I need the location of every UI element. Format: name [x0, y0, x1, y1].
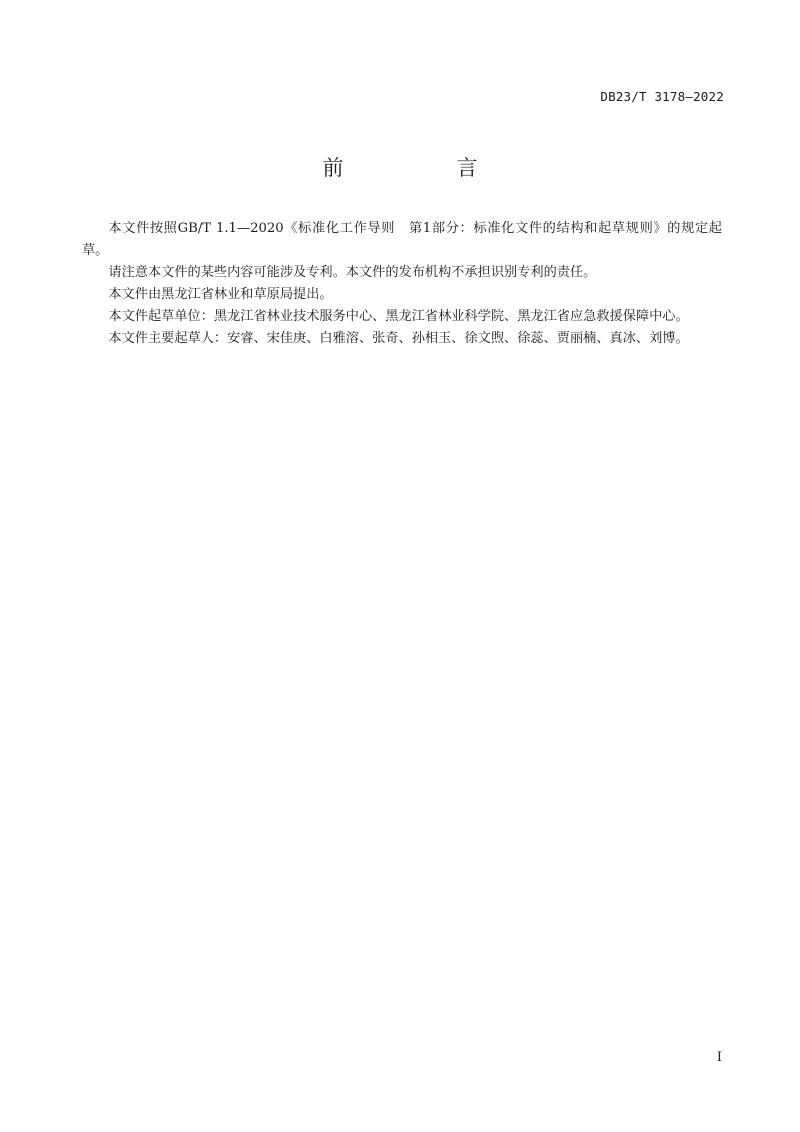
foreword-body: [82, 218, 722, 350]
standard-code: DB23/T 3178—2022: [600, 89, 724, 104]
paragraph-patent-notice: 请注意本文件的某些内容可能涉及专利。本文件的发布机构不承担识别专利的责任。: [108, 265, 597, 280]
paragraph-drafting-units: 本文件起草单位：黑龙江省林业技术服务中心、黑龙江省林业科学院、黑龙江省应急救援保障中心。: [108, 309, 689, 324]
page-title: 前 言: [322, 156, 524, 180]
page-number: I: [716, 1050, 722, 1065]
paragraph-drafting-basis: 本文件按照GB/T 1.1—2020《标准化工作导则 第1部分：标准化文件的结构和起草规则》的规定起草。: [82, 221, 722, 258]
paragraph-drafters: 本文件主要起草人：安睿、宋佳庚、白雅溶、张奇、孙相玉、徐文煦、徐蕊、贾丽楠、真冰、刘博。: [108, 331, 689, 346]
paragraph-proposer: 本文件由黑龙江省林业和草原局提出。: [108, 287, 333, 302]
